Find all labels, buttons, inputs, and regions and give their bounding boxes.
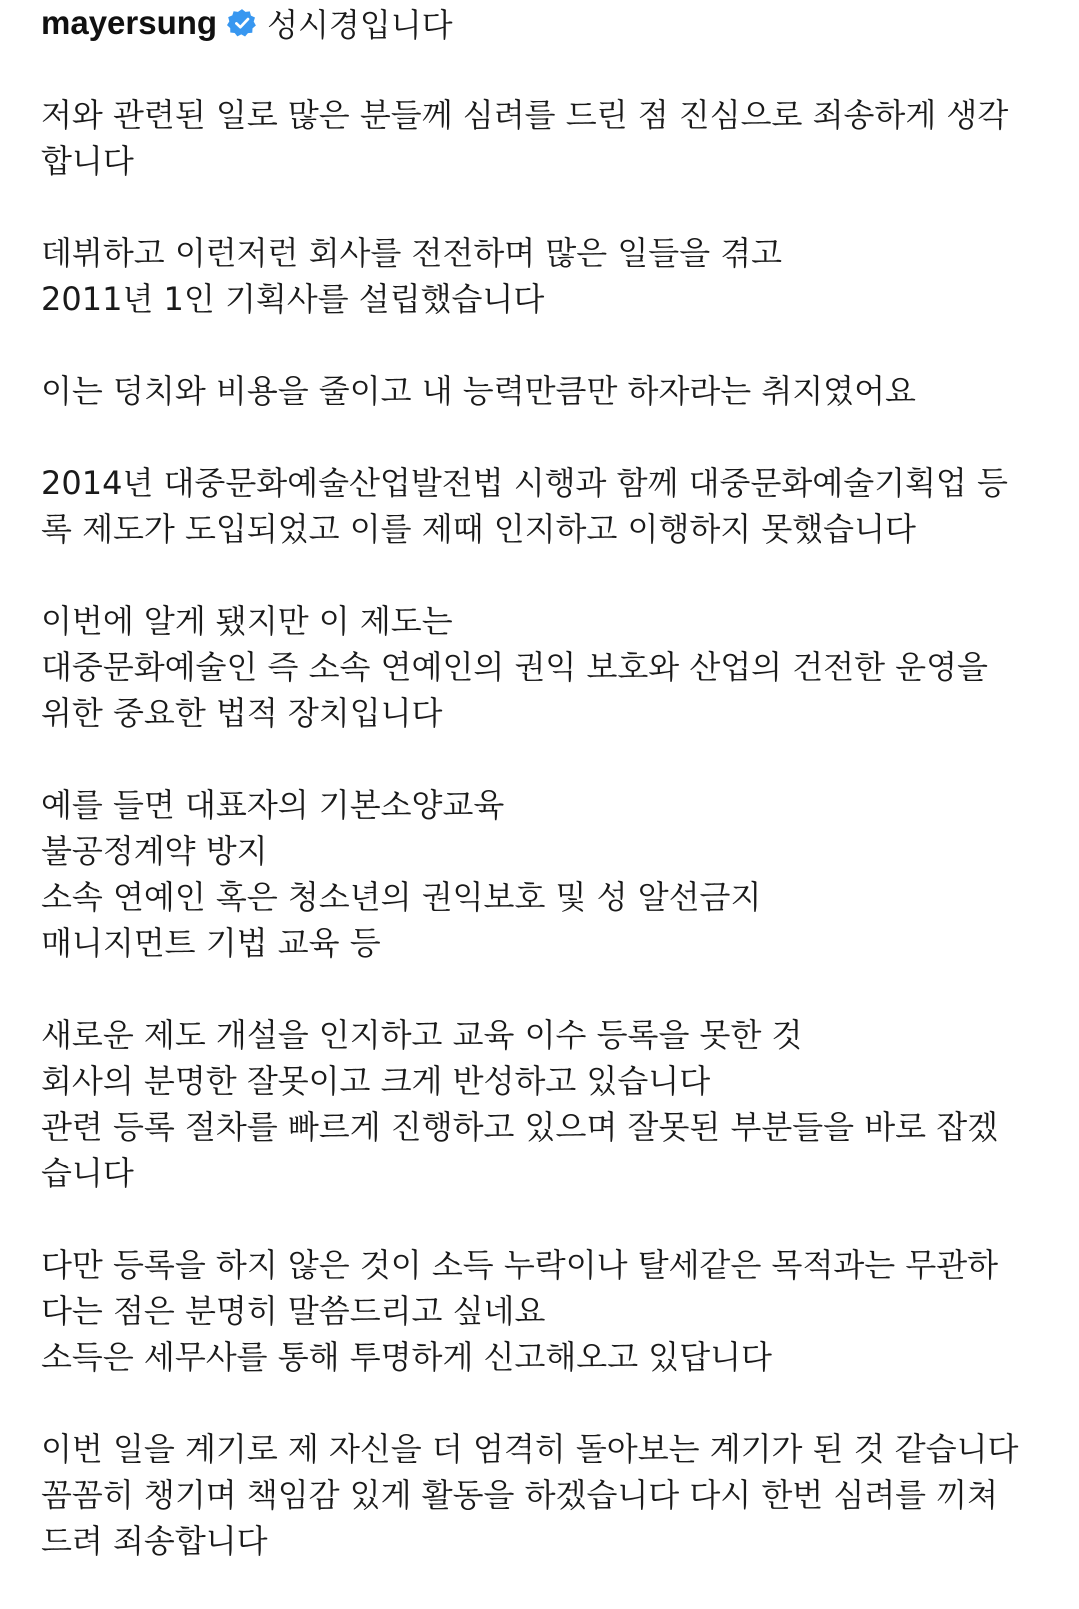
caption-line: 이는 덩치와 비용을 줄이고 내 능력만큼만 하자라는 취지였어요	[41, 372, 916, 410]
caption-line: 이번 일을 계기로 제 자신을 더 엄격히 돌아보는 계기가 된 것 같습니다	[41, 1430, 1019, 1468]
caption-line: 매니지먼트 기법 교육 등	[41, 924, 381, 962]
caption-line: 드려 죄송합니다	[41, 1522, 268, 1560]
caption-line: 새로운 제도 개설을 인지하고 교육 이수 등록을 못한 것	[41, 1016, 803, 1054]
caption-paragraph	[41, 230, 1021, 322]
caption-body	[41, 46, 1021, 1564]
caption-paragraph	[41, 1426, 1021, 1564]
paragraph-spacer	[41, 736, 1021, 782]
caption-line: 다만 등록을 하지 않은 것이 소득 누락이나 탈세같은 목적과는 무관하	[41, 1246, 999, 1284]
caption-line: 데뷔하고 이런저런 회사를 전전하며 많은 일들을 겪고	[41, 234, 783, 272]
caption-paragraph	[41, 460, 1021, 552]
caption-line: 소속 연예인 혹은 청소년의 권익보호 및 성 알선금지	[41, 878, 762, 916]
paragraph-spacer	[41, 414, 1021, 460]
caption-paragraph	[41, 368, 1021, 414]
paragraph-spacer	[41, 46, 1021, 92]
caption-line: 불공정계약 방지	[41, 832, 268, 870]
caption-paragraph	[41, 92, 1021, 184]
paragraph-spacer	[41, 184, 1021, 230]
caption-paragraph	[41, 1012, 1021, 1196]
post-title-text: 성시경입니다	[267, 6, 453, 44]
post-caption	[41, 0, 1021, 1564]
paragraph-spacer	[41, 322, 1021, 368]
caption-line: 이번에 알게 됐지만 이 제도는	[41, 602, 453, 640]
paragraph-spacer	[41, 1380, 1021, 1426]
paragraph-spacer	[41, 966, 1021, 1012]
caption-paragraph	[41, 598, 1021, 736]
paragraph-spacer	[41, 552, 1021, 598]
caption-line: 소득은 세무사를 통해 투명하게 신고해오고 있답니다	[41, 1338, 772, 1376]
verified-badge-icon	[227, 8, 257, 38]
caption-line: 2011년 1인 기획사를 설립했습니다	[41, 280, 545, 318]
caption-line: 대중문화예술인 즉 소속 연예인의 권익 보호와 산업의 건전한 운영을	[41, 648, 988, 686]
caption-line: 다는 점은 분명히 말씀드리고 싶네요	[41, 1292, 546, 1330]
paragraph-spacer	[41, 1196, 1021, 1242]
caption-line: 습니다	[41, 1154, 134, 1192]
username-link[interactable]: mayersung	[41, 4, 218, 41]
caption-line: 합니다	[41, 142, 134, 180]
caption-line: 회사의 분명한 잘못이고 크게 반성하고 있습니다	[41, 1062, 711, 1100]
caption-line: 꼼꼼히 챙기며 책임감 있게 활동을 하겠습니다 다시 한번 심려를 끼쳐	[41, 1476, 999, 1514]
caption-line: 저와 관련된 일로 많은 분들께 심려를 드린 점 진심으로 죄송하게 생각	[41, 96, 1009, 134]
caption-line: 관련 등록 절차를 빠르게 진행하고 있으며 잘못된 부분들을 바로 잡겠	[41, 1108, 999, 1146]
post-header	[41, 0, 1021, 46]
caption-line: 위한 중요한 법적 장치입니다	[41, 694, 443, 732]
caption-paragraph	[41, 1242, 1021, 1380]
caption-paragraph	[41, 782, 1021, 966]
caption-line: 예를 들면 대표자의 기본소양교육	[41, 786, 505, 824]
caption-line: 록 제도가 도입되었고 이를 제때 인지하고 이행하지 못했습니다	[41, 510, 916, 548]
caption-line: 2014년 대중문화예술산업발전법 시행과 함께 대중문화예술기획업 등	[41, 464, 1008, 502]
